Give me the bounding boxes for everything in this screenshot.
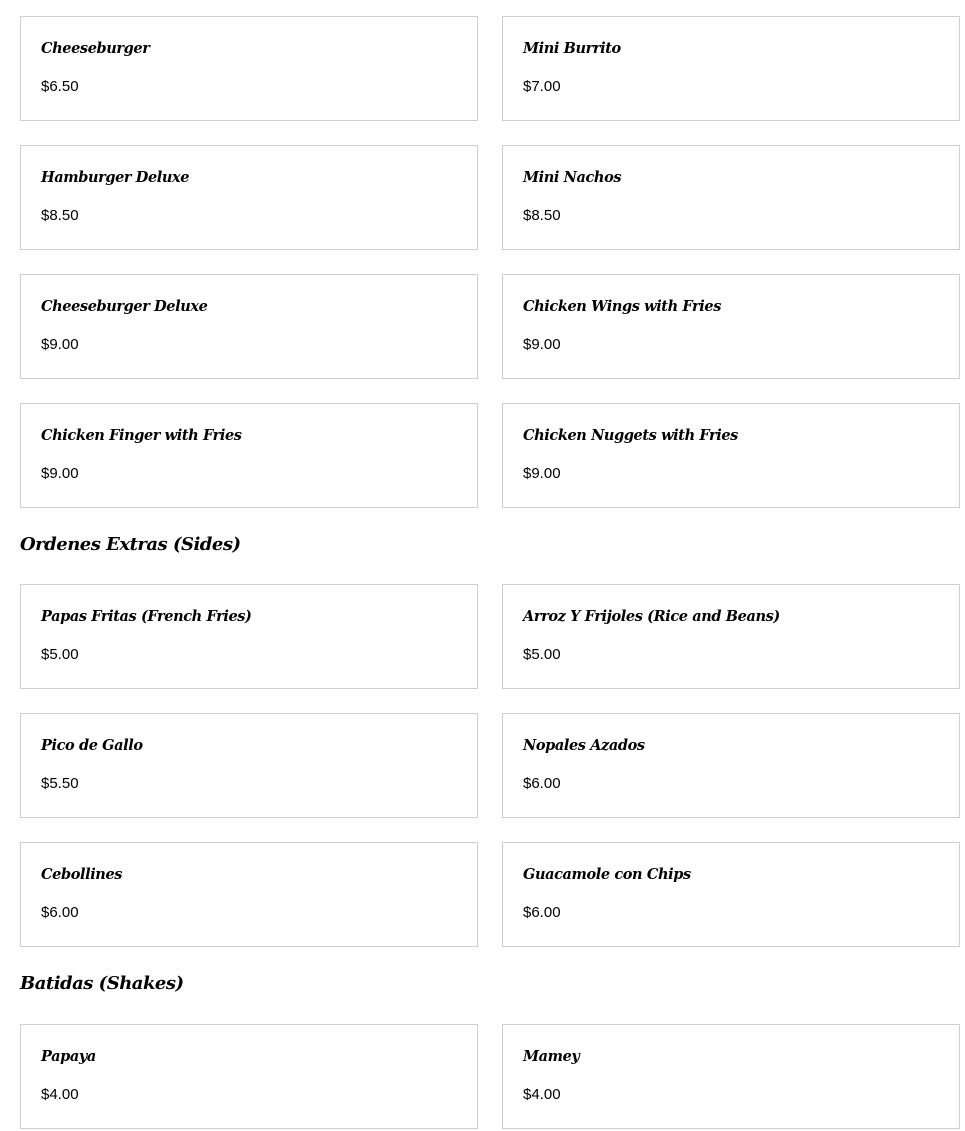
- menu-item-price: $9.00: [41, 336, 79, 353]
- menu-item-card[interactable]: [502, 584, 960, 689]
- menu-item-card[interactable]: [502, 713, 960, 818]
- menu-item-price: $4.00: [523, 1086, 561, 1103]
- menu-item-name: Mini Burrito: [523, 40, 621, 57]
- menu-item-card[interactable]: [20, 713, 478, 818]
- menu-item-name: Mini Nachos: [523, 169, 622, 186]
- section-heading-shakes: Batidas (Shakes): [20, 973, 184, 994]
- menu-item-card[interactable]: [502, 403, 960, 508]
- menu-item-name: Arroz Y Frijoles (Rice and Beans): [523, 608, 780, 625]
- menu-item-card[interactable]: [502, 145, 960, 250]
- menu-item-card[interactable]: [20, 1024, 478, 1129]
- menu-item-card[interactable]: [20, 145, 478, 250]
- menu-item-grid: [20, 584, 960, 947]
- menu-item-price: $5.50: [41, 775, 79, 792]
- menu-item-price: $6.00: [523, 904, 561, 921]
- menu-item-price: $6.00: [41, 904, 79, 921]
- menu-item-name: Pico de Gallo: [41, 737, 143, 754]
- menu-item-grid: [20, 1024, 960, 1129]
- menu-item-name: Nopales Azados: [523, 737, 645, 754]
- menu-item-card[interactable]: [20, 16, 478, 121]
- menu-item-name: Mamey: [523, 1048, 580, 1065]
- section-heading-sides: Ordenes Extras (Sides): [20, 534, 241, 555]
- menu-item-card[interactable]: [20, 584, 478, 689]
- menu-item-name: Guacamole con Chips: [523, 866, 691, 883]
- menu-item-grid: [20, 16, 960, 508]
- menu-item-card[interactable]: [502, 16, 960, 121]
- menu-item-card[interactable]: [20, 274, 478, 379]
- menu-item-price: $7.00: [523, 78, 561, 95]
- menu-item-price: $8.50: [523, 207, 561, 224]
- menu-item-name: Papas Fritas (French Fries): [41, 608, 252, 625]
- menu-item-price: $8.50: [41, 207, 79, 224]
- menu-item-price: $9.00: [523, 336, 561, 353]
- menu-item-name: Chicken Wings with Fries: [523, 298, 721, 315]
- menu-item-card[interactable]: [20, 842, 478, 947]
- menu-item-price: $9.00: [523, 465, 561, 482]
- menu-item-price: $5.00: [523, 646, 561, 663]
- menu-item-card[interactable]: [502, 842, 960, 947]
- menu-item-name: Chicken Finger with Fries: [41, 427, 242, 444]
- menu-item-price: $9.00: [41, 465, 79, 482]
- menu-item-price: $6.00: [523, 775, 561, 792]
- menu-item-name: Cebollines: [41, 866, 123, 883]
- menu-item-price: $4.00: [41, 1086, 79, 1103]
- menu-item-card[interactable]: [20, 403, 478, 508]
- menu-item-price: $6.50: [41, 78, 79, 95]
- menu-item-name: Papaya: [41, 1048, 96, 1065]
- menu-item-card[interactable]: [502, 274, 960, 379]
- menu-item-price: $5.00: [41, 646, 79, 663]
- menu-item-name: Hamburger Deluxe: [41, 169, 190, 186]
- menu-item-name: Cheeseburger Deluxe: [41, 298, 208, 315]
- menu-item-name: Cheeseburger: [41, 40, 150, 57]
- menu-item-name: Chicken Nuggets with Fries: [523, 427, 738, 444]
- menu-item-card[interactable]: [502, 1024, 960, 1129]
